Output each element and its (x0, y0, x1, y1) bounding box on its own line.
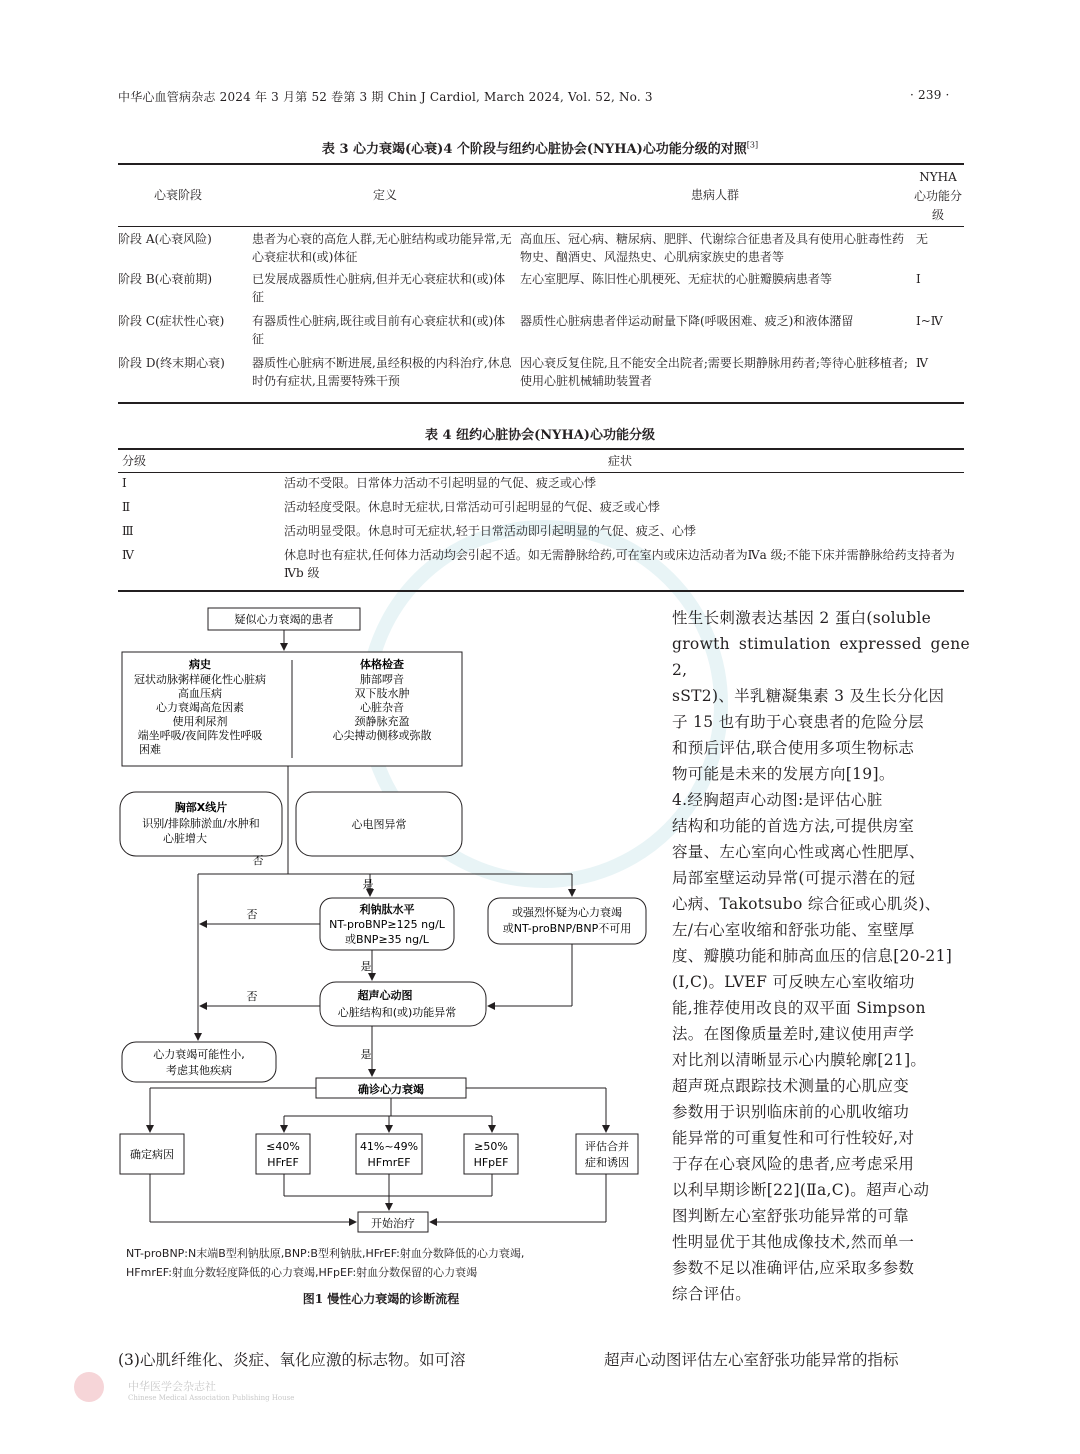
start-label: 疑似心力衰竭的患者 (234, 613, 334, 626)
suspect-box (488, 898, 646, 944)
table-row (118, 354, 964, 394)
journal-header: 中华心血管病杂志 2024 年 3 月第 52 卷第 3 期 Chin J Cardiol, March 2024, Vol. 52, No. 3 (118, 90, 653, 104)
nyha-cell: Ⅰ~Ⅳ (916, 314, 943, 328)
nyha-cell: Ⅳ (916, 356, 928, 370)
unlikely-item: 心力衰竭可能性小, (153, 1048, 245, 1061)
bnp-item: NT-proBNP≥125 ng/L (329, 918, 445, 931)
bnp-title: 利钠肽水平 (359, 903, 415, 916)
grade-cell: Ⅲ (122, 524, 134, 538)
table4-bottom-rule (118, 590, 964, 592)
table-row (118, 474, 964, 498)
hfpef-ef: ≥50% (474, 1140, 508, 1153)
text-line: growth stimulation expressed gene 2, (672, 635, 970, 679)
echo-title: 超声心动图 (357, 989, 413, 1002)
stage-cell: 阶段 B(心衰前期) (118, 272, 212, 286)
table-row (118, 546, 964, 588)
population-cell: 高血压、冠心病、糖尿病、肥胖、代谢综合征患者及具有使用心脏毒性药物史、酗酒史、风湿热史、心肌病家族史的患者等 (520, 232, 905, 264)
table-row (118, 312, 964, 354)
unlikely-item: 考虑其他疾病 (166, 1064, 232, 1077)
table3-bottom-rule (118, 402, 964, 404)
figure-abbreviations (126, 1244, 656, 1282)
table-row (118, 498, 964, 522)
exam-item: 双下肢水肿 (354, 687, 410, 700)
hfpef-label: HFpEF (473, 1156, 509, 1169)
right-column-continuation: 超声心动图评估左心室舒张功能异常的指标 (604, 1351, 899, 1369)
definition-cell: 患者为心衰的高危人群,无心脏结构或功能异常,无心衰症状和(或)体征 (252, 232, 512, 264)
table-row (118, 270, 964, 312)
table3-header-population: 患病人群 (690, 188, 739, 202)
publisher-logo (74, 1372, 104, 1402)
text-line: 和预后评估,联合使用多项生物标志 (672, 739, 915, 757)
history-item: 冠状动脉粥样硬化性心脏病 (134, 673, 266, 686)
hfref-label: HFrEF (267, 1156, 299, 1169)
population-cell: 因心衰反复住院,且不能安全出院者;需要长期静脉用药者;等待心脏移植者;使用心脏机械辅助装置者 (520, 356, 908, 388)
history-item: 困难 (139, 743, 161, 756)
cause-label: 确定病因 (130, 1148, 174, 1161)
text-line: 心病、Takotsubo 综合征或心肌炎)、 (672, 895, 941, 913)
comorbidity-item: 评估合并 (585, 1140, 629, 1153)
definition-cell: 已发展成器质性心脏病,但并无心衰症状和(或)体征 (252, 272, 506, 304)
table4-caption: 表 4 纽约心脏协会(NYHA)心功能分级 (425, 428, 655, 443)
history-item: 心力衰竭高危因素 (156, 701, 244, 714)
text-line: 物可能是未来的发展方向[19]。 (672, 765, 895, 783)
text-line: 局部室壁运动异常(可提示潜在的冠 (672, 869, 916, 887)
text-line: 结构和功能的首选方法,可提供房室 (672, 817, 915, 835)
diagnosis-flowchart (110, 598, 650, 1238)
suspect-item: 或NT-proBNP/BNP不可用 (502, 922, 632, 935)
text-line: 以利早期诊断[22](Ⅱa,C)。超声心动 (672, 1181, 930, 1199)
grade-cell: Ⅱ (122, 500, 131, 514)
grade-cell: Ⅰ (122, 476, 127, 490)
xray-item: 心脏增大 (163, 832, 207, 845)
text-line: 能异常的可重复性和可行性较好,对 (672, 1129, 915, 1147)
abbr-line: NT-proBNP:N末端B型利钠肽原,BNP:B型利钠肽,HFrEF:射血分数降低的心力衰竭, (126, 1247, 525, 1260)
table3-top-rule (118, 163, 964, 165)
exam-item: 肺部啰音 (360, 673, 404, 686)
definition-cell: 有器质性心脏病,既往或目前有心衰症状和(或)体征 (252, 314, 506, 346)
history-item: 高血压病 (178, 687, 222, 700)
table-row (118, 522, 964, 546)
text-line: 参数用于识别临床前的心肌收缩功 (672, 1103, 910, 1121)
text-line: 综合评估。 (672, 1285, 752, 1303)
table4-top-rule (118, 448, 964, 450)
table3-header-rule (118, 226, 964, 227)
stage-cell: 阶段 A(心衰风险) (118, 232, 212, 246)
text-line: 左/右心室收缩和舒张功能、室壁厚 (672, 921, 915, 939)
exam-item: 心脏杂音 (360, 701, 404, 714)
hfmref-ef: 41%~49% (359, 1140, 419, 1153)
history-item: 使用利尿剂 (172, 715, 228, 728)
no-label: 否 (252, 854, 264, 867)
text-line: sST2)、半乳糖凝集素 3 及生长分化因 (672, 687, 945, 705)
table3-header-definition: 定义 (372, 188, 397, 202)
history-item: 端坐呼吸/夜间阵发性呼吸 (137, 729, 263, 742)
echo-subtitle: 心脏结构和(或)功能异常 (337, 1006, 457, 1019)
text-line: 度、瓣膜功能和肺高血压的信息[20-21] (672, 947, 953, 965)
no-label: 否 (246, 990, 258, 1003)
abbr-line: HFmrEF:射血分数轻度降低的心力衰竭,HFpEF:射血分数保留的心力衰竭 (126, 1266, 478, 1279)
text-line: 图判断左心室舒张功能异常的可靠 (672, 1207, 910, 1225)
text-line: 对比剂以清晰显示心内膜轮廓[21]。 (672, 1051, 927, 1069)
symptom-cell: 活动明显受限。休息时可无症状,轻于日常活动即引起明显的气促、疲乏、心悸 (284, 524, 696, 538)
hfmref-label: HFmrEF (367, 1156, 411, 1169)
table3-caption: 表 3 心力衰竭(心衰)4 个阶段与纽约心脏协会(NYHA)心功能分级的对照[3] (321, 140, 759, 157)
bnp-item: 或BNP≥35 ng/L (345, 933, 429, 946)
text-line: 法。在图像质量差时,建议使用声学 (672, 1025, 915, 1043)
text-line: 子 15 也有助于心衰患者的危险分层 (672, 713, 924, 731)
comorbidity-item: 症和诱因 (585, 1156, 629, 1169)
publisher-name: 中华医学会杂志社 (128, 1380, 216, 1393)
symptom-cell: 活动不受限。日常体力活动不引起明显的气促、疲乏或心悸 (284, 476, 597, 490)
page-number: · 239 · (910, 88, 950, 102)
confirm-label: 确诊心力衰竭 (358, 1083, 424, 1096)
yes-label: 是 (360, 1048, 372, 1061)
treat-label: 开始治疗 (371, 1217, 415, 1230)
publisher-name-en: Chinese Medical Association Publishing House (128, 1394, 295, 1402)
text-line: 超声斑点跟踪技术测量的心肌应变 (672, 1077, 910, 1095)
nyha-cell: Ⅰ (916, 272, 921, 286)
table-row (118, 230, 964, 270)
population-cell: 左心室肥厚、陈旧性心肌梗死、无症状的心脏瓣膜病患者等 (520, 272, 833, 286)
no-label: 否 (246, 908, 258, 921)
table4-header-symptom: 症状 (608, 454, 633, 468)
stage-cell: 阶段 C(症状性心衰) (118, 314, 225, 328)
population-cell: 器质性心脏病患者伴运动耐量下降(呼吸困难、疲乏)和液体潴留 (520, 314, 854, 328)
ecg-label: 心电图异常 (351, 818, 407, 831)
right-column-text (672, 605, 970, 1307)
yes-label: 是 (360, 960, 372, 973)
table4-header-grade: 分级 (122, 454, 147, 468)
text-line: 能,推荐使用改良的双平面 Simpson (672, 999, 926, 1017)
table4-header-rule (118, 472, 964, 473)
text-line: (Ⅰ,C)。LVEF 可反映左心室收缩功 (672, 973, 915, 991)
table3-header-stage: 心衰阶段 (153, 188, 202, 202)
text-line: 于存在心衰风险的患者,应考虑采用 (672, 1155, 915, 1173)
hfref-ef: ≤40% (266, 1140, 300, 1153)
left-column-continuation: (3)心肌纤维化、炎症、氧化应激的标志物。如可溶 (118, 1351, 466, 1369)
symptom-cell: 活动轻度受限。休息时无症状,日常活动可引起明显的气促、疲乏或心悸 (284, 500, 660, 514)
stage-cell: 阶段 D(终末期心衰) (118, 356, 225, 370)
text-line: 4.经胸超声心动图:是评估心脏 (672, 791, 883, 809)
definition-cell: 器质性心脏病不断进展,虽经积极的内科治疗,休息时仍有症状,且需要特殊干预 (252, 356, 512, 388)
exam-title: 体格检查 (360, 658, 404, 671)
text-line: 性明显优于其他成像技术,然而单一 (672, 1233, 915, 1251)
table3-header-nyha: NYHA心功能分级 (914, 170, 963, 222)
exam-item: 颈静脉充盈 (354, 715, 410, 728)
text-line: 性生长刺激表达基因 2 蛋白(soluble (672, 609, 932, 627)
nyha-cell: 无 (916, 232, 929, 246)
yes-label: 是 (362, 878, 374, 891)
text-line: 容量、左心室向心性或离心性肥厚、 (672, 843, 925, 861)
xray-item: 识别/排除肺淤血/水肿和 (142, 817, 260, 830)
suspect-item: 或强烈怀疑为心力衰竭 (512, 906, 622, 919)
symptom-cell: 休息时也有症状,任何体力活动均会引起不适。如无需静脉给药,可在室内或床边活动者为Ⅳa 级;不能下床并需静脉给药支持者为Ⅳb 级 (284, 548, 955, 580)
exam-item: 心尖搏动侧移或弥散 (332, 729, 432, 742)
history-title: 病史 (189, 658, 211, 671)
text-line: 参数不足以准确评估,应采取多参数 (672, 1259, 915, 1277)
xray-title: 胸部X线片 (174, 801, 228, 814)
figure-caption: 图1 慢性心力衰竭的诊断流程 (302, 1292, 460, 1306)
grade-cell: Ⅳ (122, 548, 134, 562)
table3 (118, 230, 964, 394)
table4 (118, 474, 964, 588)
